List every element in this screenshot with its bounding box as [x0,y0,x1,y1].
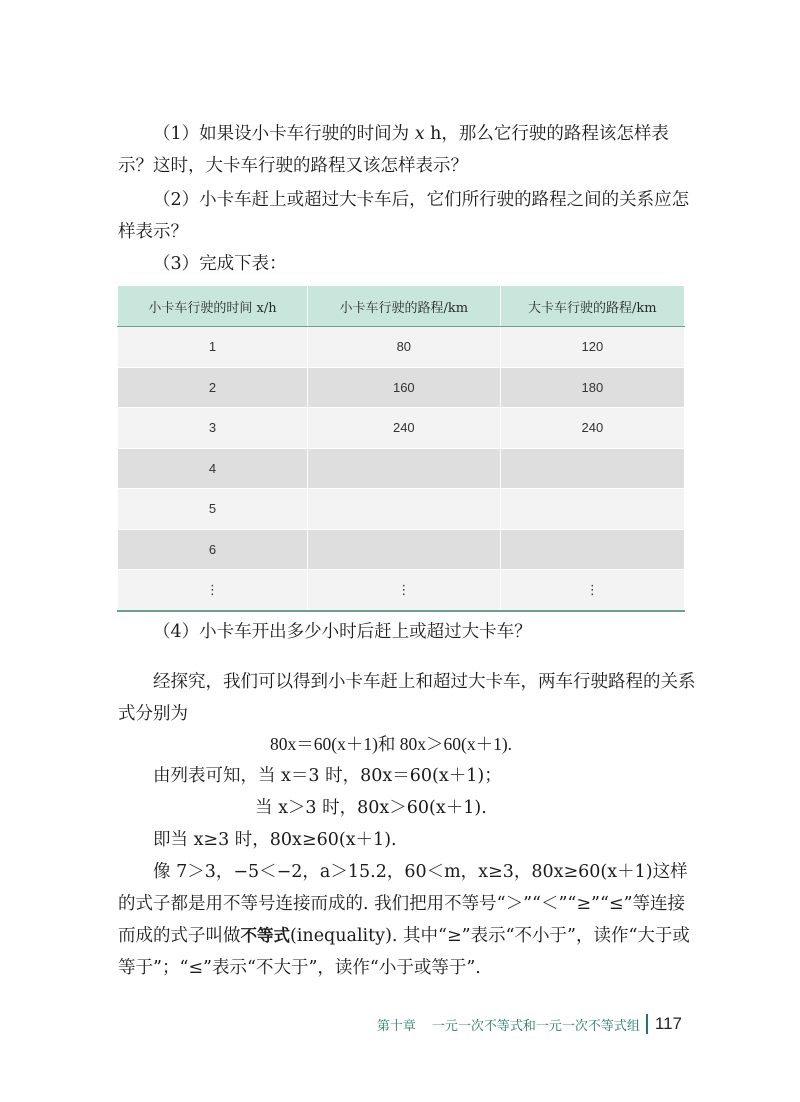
table-header-row [118,286,685,327]
question-1-text-b: h，那么它行驶的路程该怎样表示？这时，大卡车行驶的路程又该怎样表示？ [118,124,669,176]
chapter-label: 第十章 [376,1018,416,1034]
table-cell: 2 [118,367,308,408]
key-term-inequality: 不等式 [240,926,290,945]
when-greater-line: 当 x＞3 时，80x＞60(x＋1). [255,798,487,818]
table-cell: 3 [118,408,308,449]
table-cell: 240 [307,408,500,449]
table-cell: 4 [118,448,308,489]
distance-table [117,285,685,612]
question-1-variable: x [414,124,425,144]
table-cell: 180 [500,367,684,408]
table-row [118,367,685,408]
therefore-line: 即当 x≥3 时，80x≥60(x＋1). [153,830,397,850]
footer-divider [646,1014,648,1034]
table-cell [307,529,500,570]
table-cell [500,448,684,489]
question-1-text-a: （1）如果设小卡车行驶的时间为 [153,124,415,144]
table-header-cell: 小卡车行驶的时间 x/h [118,286,308,327]
table-cell: ⋮ [500,570,684,611]
table-header-cell: 大卡车行驶的路程/km [500,286,684,327]
table-header-cell: 小卡车行驶的路程/km [307,286,500,327]
table-cell: ⋮ [118,570,308,611]
table-cell [500,489,684,530]
table-cell [500,529,684,570]
definition-paragraph [118,856,698,984]
table-cell: 6 [118,529,308,570]
definition-text-a: 像 7＞3，−5＜−2，a＞15.2，60＜m，x≥3，80x≥60(x＋1)这样的式子都是用不等号连接而成的. 我们把用不等号“＞”“＜”“≥”“≤”等连接而成的式子叫做 [118,862,688,946]
table-cell: 120 [500,327,684,368]
table-cell: 80 [307,327,500,368]
question-3: （3）完成下表： [153,254,287,274]
table-row [118,529,685,570]
from-table-line: 由列表可知，当 x＝3 时，80x＝60(x＋1)； [153,766,502,786]
main-equation: 80x＝60(x＋1)和 80x＞60(x＋1). [270,734,513,754]
table-row [118,570,685,611]
table-cell [307,489,500,530]
table-cell: 160 [307,367,500,408]
table-row [118,448,685,489]
table-row [118,327,685,368]
chapter-title: 一元一次不等式和一元一次不等式组 [431,1018,640,1034]
question-4: （4）小卡车开出多少小时后赶上或超过大卡车？ [153,622,532,642]
table-cell: 240 [500,408,684,449]
question-1 [118,118,698,182]
page-number: 117 [654,1014,682,1033]
page-footer [377,1014,682,1034]
table-row [118,408,685,449]
table-row [118,489,685,530]
table-cell: 5 [118,489,308,530]
definition-text-b: (inequality). 其中“≥”表示“不小于”，读作“大于或等于”；“≤”表示“不大于”，读作“小于或等于”. [118,926,690,978]
question-2: （2）小卡车赶上或超过大卡车后，它们所行驶的路程之间的关系应怎样表示？ [118,190,690,242]
intro-paragraph: 经探究，我们可以得到小卡车赶上和超过大卡车，两车行驶路程的关系式分别为 [118,672,696,724]
table-cell [307,448,500,489]
table-cell: ⋮ [307,570,500,611]
table-cell: 1 [118,327,308,368]
